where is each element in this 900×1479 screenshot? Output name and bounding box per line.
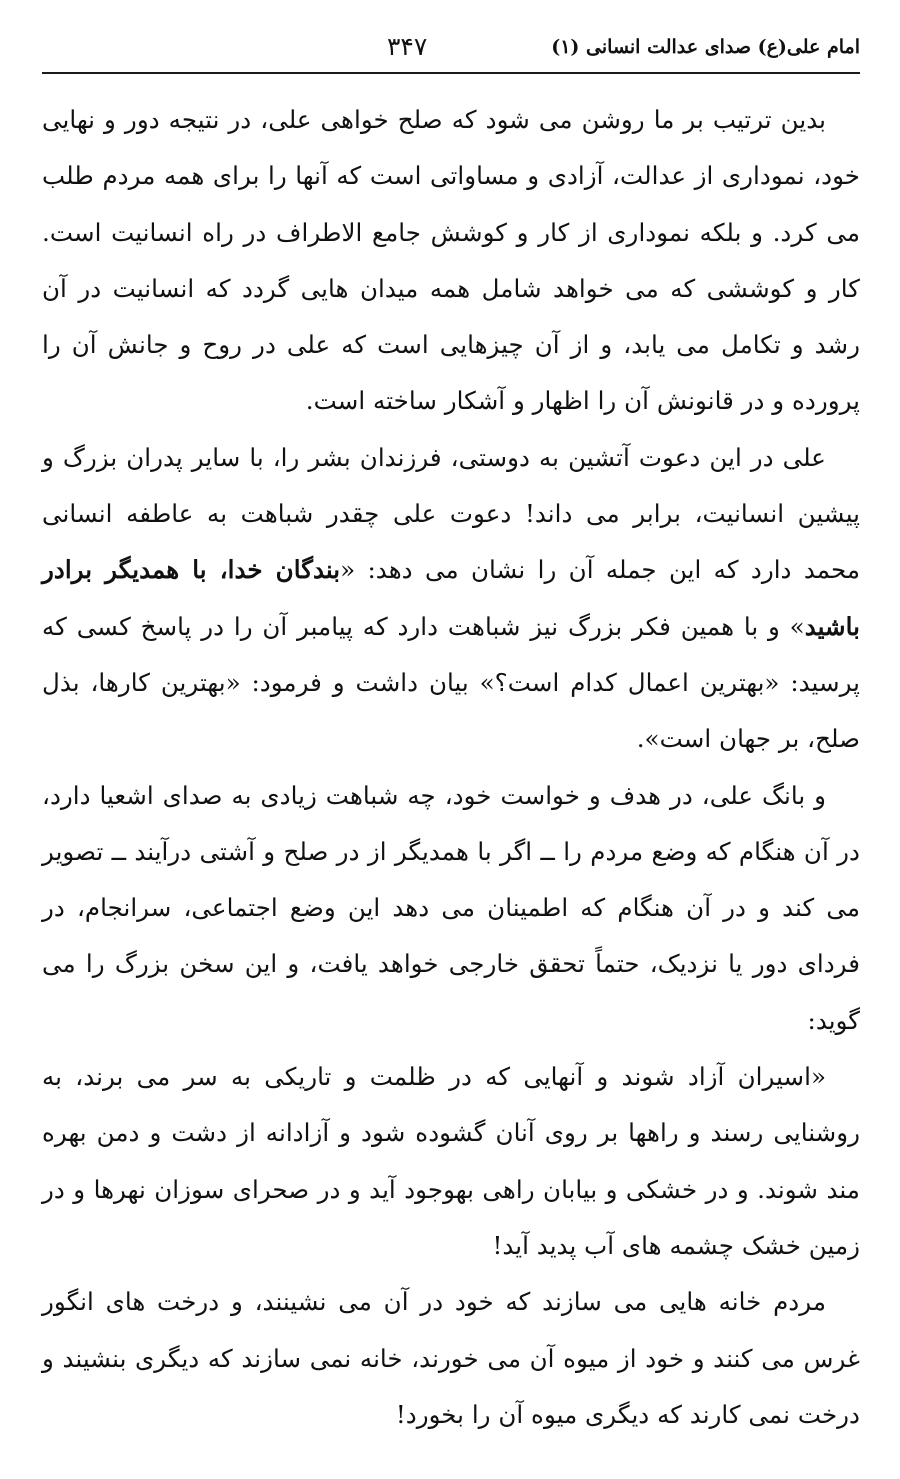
paragraph-5: مردم خانه هایی می سازند که خود در آن می نشینند، و درخت های انگور غرس می کنند و خود از میوه آن می خورند، خانه نمی سازند که دیگری بنشیند و درخت نمی کارند که دیگری میوه آن را بخورد! (42, 1287, 860, 1429)
book-page (42, 0, 860, 1479)
paragraph-2-bold-quote: بندگان خدا، با همدیگر برادر باشید (42, 555, 860, 641)
body-text (42, 92, 860, 1443)
page-number: ۳۴۷ (387, 32, 428, 61)
paragraph-4: «اسیران آزاد شوند و آنهایی که در ظلمت و تاریکی به سر می برند، به روشنایی رسند و راهها بر روی آنان گشوده شود و آزادانه از دشت و دمن بهره مند شوند. و در خشکی و بیابان راهی بهوجود آید و در صحرای سوزان نهرها و در زمین خشک چشمه های آب پدید آید! (42, 1062, 860, 1260)
paragraph-2 (42, 430, 860, 768)
paragraph-3: و بانگ علی، در هدف و خواست خود، چه شباهت زیادی به صدای اشعیا دارد، در آن هنگام که وضع مردم را ــ اگر با همدیگر از در صلح و آشتی درآیند ــ تصویر می کند و در آن هنگام که اطمینان می دهد این وضع اجتماعی، سرانجام، در فردای دور یا نزدیک، حتماً تحقق خارجی خواهد یافت، و این سخن بزرگ را می گوید: (42, 780, 860, 1035)
header-divider (42, 72, 860, 74)
page-header (42, 30, 860, 70)
running-title: امام علی(ع) صدای عدالت انسانی (۱) (551, 36, 860, 58)
paragraph-2-text-end: » و با همین فکر بزرگ نیز شباهت دارد که پیامبر آن را در پاسخ کسی که پرسید: «بهترین اعمال کدام است؟» بیان داشت و فرمود: «بهترین کارها، بذل صلح، بر جهان است». (42, 611, 860, 754)
paragraph-1: بدین ترتیب بر ما روشن می شود که صلح خواهی علی، در نتیجه دور و نهایی خود، نموداری از عدالت، آزادی و مساواتی است که آنها را برای همه مردم طلب می کرد. و بلکه نموداری از کار و کوشش جامع الاطراف در راه انسانیت است. کار و کوششی که می خواهد شامل همه میدان هایی گردد که انسانیت در آن رشد و تکامل می یابد، و از آن چیزهایی است که علی در روح و جانش آن را پرورده و در قانونش آن را اظهار و آشکار ساخته است. (42, 105, 861, 416)
paragraph-2-text-start: علی در این دعوت آتشین به دوستی، فرزندان بشر را، با سایر پدران بزرگ و پیشین انسانیت، برابر می داند! دعوت علی چقدر شباهت به عاطفه انسانی محمد دارد که این جمله آن را نشان می دهد: « (42, 442, 861, 585)
